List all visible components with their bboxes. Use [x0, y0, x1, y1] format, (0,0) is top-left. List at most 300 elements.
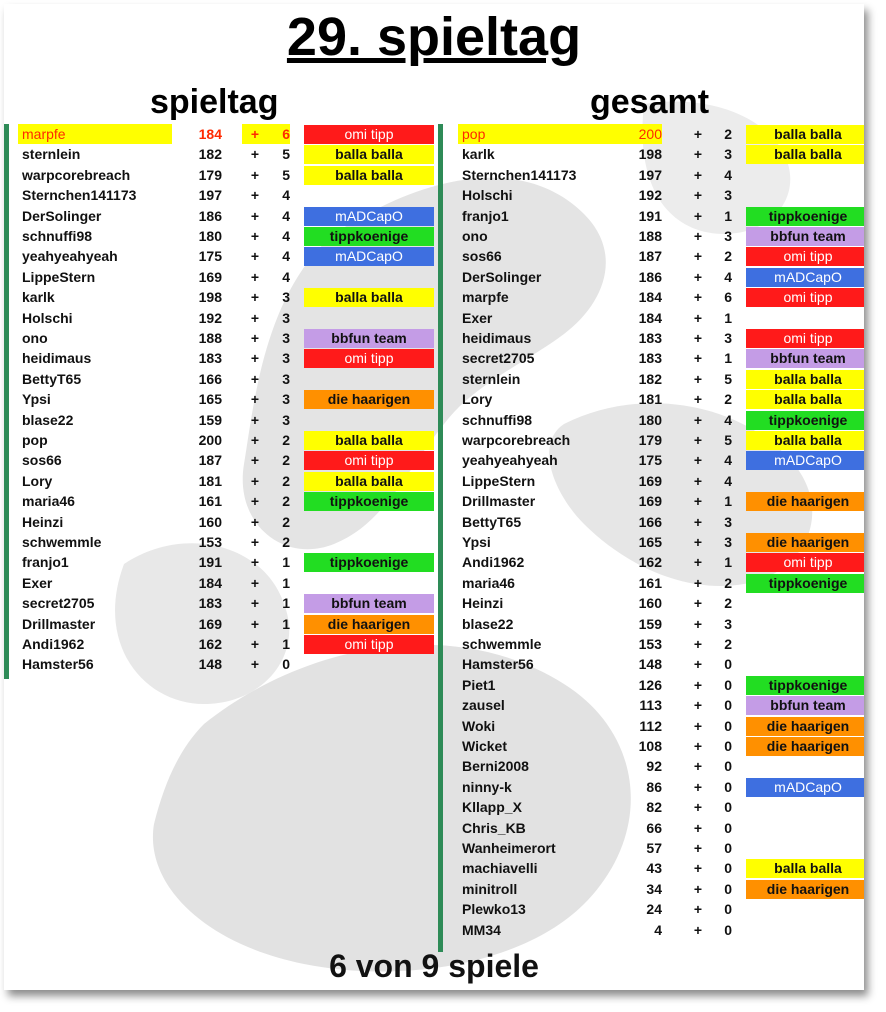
- plus-sign: +: [693, 432, 703, 448]
- team-badge: mADCapO: [746, 778, 864, 797]
- matchday-points: 3: [724, 615, 732, 632]
- player-points: 197: [638, 166, 662, 183]
- player-name: yeahyeahyeah: [462, 452, 558, 469]
- team-badge: omi tipp: [304, 125, 434, 144]
- matchday-points: 1: [282, 595, 290, 612]
- matchday-points: 0: [724, 880, 732, 897]
- player-name: pop: [22, 432, 48, 448]
- plus-sign: +: [693, 330, 703, 346]
- gesamt-row: [444, 614, 864, 634]
- spieltag-row: [4, 471, 434, 491]
- player-name: ninny-k: [462, 778, 512, 795]
- team-badge: balla balla: [746, 145, 864, 164]
- plus-sign: +: [250, 268, 260, 285]
- player-points: 182: [638, 370, 662, 387]
- matchday-points: 3: [724, 513, 732, 530]
- gesamt-row: [444, 532, 864, 552]
- plus-sign: +: [250, 554, 260, 571]
- matchday-points: 0: [724, 738, 732, 754]
- player-points: 183: [198, 350, 222, 367]
- plus-sign: +: [693, 146, 703, 163]
- spieltag-row: [4, 532, 434, 552]
- player-points: 4: [654, 921, 662, 938]
- gesamt-row: [444, 410, 864, 430]
- matchday-points: 2: [282, 534, 290, 550]
- team-badge: omi tipp: [746, 329, 864, 348]
- plus-sign: +: [693, 554, 703, 571]
- plus-sign: +: [693, 921, 703, 938]
- player-points: 180: [638, 411, 662, 428]
- player-points: 162: [198, 636, 222, 652]
- player-points: 200: [612, 124, 662, 144]
- gesamt-row: [444, 552, 864, 572]
- plus-sign: +: [693, 676, 703, 693]
- player-points: 148: [198, 656, 222, 673]
- player-name: maria46: [22, 493, 75, 510]
- team-badge: die haarigen: [746, 533, 864, 552]
- gesamt-row: [444, 144, 864, 164]
- plus-sign: +: [693, 187, 703, 204]
- gesamt-row: [444, 818, 864, 838]
- spieltag-row: [4, 573, 434, 593]
- team-badge: balla balla: [746, 125, 864, 144]
- team-badge: bbfun team: [304, 594, 434, 613]
- gesamt-row: [444, 165, 864, 185]
- plus-sign: +: [693, 901, 703, 918]
- player-name: karlk: [22, 289, 55, 306]
- player-name: minitroll: [462, 880, 518, 897]
- player-name: Hamster56: [462, 656, 534, 673]
- gesamt-row: [444, 654, 864, 674]
- player-points: 82: [646, 799, 662, 816]
- plus-sign: +: [693, 248, 703, 265]
- plus-sign: +: [693, 717, 703, 734]
- plus-sign: +: [250, 330, 260, 346]
- heading-spieltag: spieltag: [150, 83, 279, 121]
- gesamt-row: [444, 491, 864, 511]
- plus-sign: +: [693, 493, 703, 510]
- matchday-points: 4: [282, 248, 290, 265]
- player-name: Exer: [22, 574, 53, 591]
- matchday-points: 4: [724, 411, 732, 428]
- player-name: schwemmle: [462, 636, 542, 652]
- player-points: 161: [198, 493, 222, 510]
- player-name: blase22: [462, 615, 514, 632]
- player-points: 66: [646, 819, 662, 836]
- player-points: 153: [198, 534, 222, 550]
- player-name: BettyT65: [22, 370, 82, 387]
- plus-sign: +: [693, 636, 703, 652]
- player-points: 169: [638, 493, 662, 510]
- matchday-points: 3: [724, 187, 732, 204]
- team-badge: mADCapO: [304, 207, 434, 226]
- player-points: 192: [198, 309, 222, 326]
- player-name: Drillmaster: [462, 493, 536, 510]
- player-name: Kllapp_X: [462, 799, 522, 816]
- plus-sign: +: [250, 289, 260, 306]
- gesamt-row: [444, 777, 864, 797]
- spieltag-row: [4, 308, 434, 328]
- player-points: 187: [198, 452, 222, 469]
- gesamt-row: [444, 573, 864, 593]
- player-points: 161: [638, 574, 662, 591]
- player-name: DerSolinger: [22, 207, 102, 224]
- spieltag-row: [4, 450, 434, 470]
- player-name: marpfe: [18, 124, 172, 144]
- player-name: pop: [458, 124, 612, 144]
- team-badge: balla balla: [304, 145, 434, 164]
- spieltag-row: [4, 593, 434, 613]
- spieltag-row: [4, 226, 434, 246]
- player-points: 160: [638, 595, 662, 612]
- plus-sign: +: [693, 778, 703, 795]
- player-points: 165: [198, 391, 222, 408]
- player-points: 184: [638, 309, 662, 326]
- spieltag-row: [4, 614, 434, 634]
- team-badge: bbfun team: [304, 329, 434, 348]
- plus-sign: +: [250, 656, 260, 673]
- plus-sign: +: [250, 391, 260, 408]
- team-badge: balla balla: [746, 431, 864, 450]
- matchday-points: 3: [282, 289, 290, 306]
- player-name: sternlein: [22, 146, 81, 163]
- player-points: 191: [198, 554, 222, 571]
- player-points: 182: [198, 146, 222, 163]
- player-points: 160: [198, 513, 222, 530]
- matchday-points: 2: [282, 472, 290, 489]
- plus-sign: +: [693, 513, 703, 530]
- player-points: 86: [646, 778, 662, 795]
- matchday-points: 0: [724, 840, 732, 856]
- plus-sign: +: [250, 309, 260, 326]
- gesamt-row: [444, 226, 864, 246]
- plus-sign: +: [250, 146, 260, 163]
- plus-sign: +: [250, 452, 260, 469]
- middle-accent-bar: [438, 124, 443, 952]
- player-name: Woki: [462, 717, 496, 734]
- player-points: 186: [638, 268, 662, 285]
- plus-sign: +: [693, 819, 703, 836]
- matchday-points: 4: [724, 166, 732, 183]
- player-name: Heinzi: [22, 513, 64, 530]
- plus-sign: +: [693, 758, 703, 775]
- plus-sign: +: [693, 207, 703, 224]
- matchday-points: 3: [724, 146, 732, 163]
- matchday-points: 1: [724, 207, 732, 224]
- player-points: 192: [638, 187, 662, 204]
- player-name: Hamster56: [22, 656, 94, 673]
- plus-sign: +: [250, 574, 260, 591]
- plus-sign: +: [250, 493, 260, 510]
- player-points: 175: [638, 452, 662, 469]
- matchday-points: 0: [282, 656, 290, 673]
- gesamt-row: [444, 756, 864, 776]
- player-points: 183: [638, 350, 662, 367]
- matchday-points: 3: [282, 350, 290, 367]
- plus-sign: +: [693, 126, 703, 142]
- player-name: marpfe: [462, 289, 509, 306]
- player-name: Lory: [22, 472, 53, 489]
- gesamt-row: [444, 716, 864, 736]
- player-points: 113: [639, 697, 662, 714]
- player-points: 187: [638, 248, 662, 265]
- plus-sign: +: [242, 124, 268, 144]
- plus-sign: +: [693, 738, 703, 754]
- matchday-points: 1: [724, 309, 732, 326]
- team-badge: balla balla: [746, 370, 864, 389]
- heading-gesamt: gesamt: [590, 83, 710, 121]
- gesamt-row: [444, 695, 864, 715]
- gesamt-row: [444, 348, 864, 368]
- matchday-points: 1: [724, 350, 732, 367]
- player-points: 179: [198, 166, 222, 183]
- player-name: yeahyeahyeah: [22, 248, 118, 265]
- team-badge: balla balla: [304, 288, 434, 307]
- plus-sign: +: [250, 187, 260, 204]
- player-name: secret2705: [462, 350, 535, 367]
- matchday-points: 5: [724, 432, 732, 448]
- matchday-points: 6: [266, 124, 290, 144]
- plus-sign: +: [250, 513, 260, 530]
- player-points: 126: [638, 676, 662, 693]
- team-badge: die haarigen: [746, 492, 864, 511]
- team-badge: tippkoenige: [746, 411, 864, 430]
- gesamt-row: [444, 246, 864, 266]
- player-name: Plewko13: [462, 901, 526, 918]
- gesamt-row: [444, 634, 864, 654]
- player-name: Andi1962: [462, 554, 525, 571]
- plus-sign: +: [250, 350, 260, 367]
- team-badge: balla balla: [746, 859, 864, 878]
- player-points: 181: [198, 472, 222, 489]
- player-points: 43: [646, 860, 662, 877]
- matchday-points: 4: [282, 207, 290, 224]
- matchday-points: 2: [282, 493, 290, 510]
- player-name: schnuffi98: [22, 228, 93, 244]
- matchday-points: 3: [282, 309, 290, 326]
- spieltag-row: [4, 124, 434, 144]
- gesamt-row: [444, 920, 864, 940]
- matchday-points: 0: [724, 799, 732, 816]
- player-name: Exer: [462, 309, 493, 326]
- plus-sign: +: [693, 391, 703, 408]
- plus-sign: +: [693, 289, 703, 306]
- player-points: 159: [638, 615, 662, 632]
- plus-sign: +: [693, 860, 703, 877]
- player-points: 112: [639, 717, 662, 734]
- player-points: 153: [638, 636, 662, 652]
- team-badge: tippkoenige: [746, 207, 864, 226]
- player-name: Drillmaster: [22, 615, 96, 632]
- plus-sign: +: [693, 370, 703, 387]
- plus-sign: +: [693, 799, 703, 816]
- player-points: 191: [638, 207, 662, 224]
- plus-sign: +: [693, 534, 703, 550]
- gesamt-row: [444, 450, 864, 470]
- player-points: 184: [198, 574, 222, 591]
- player-points: 183: [198, 595, 222, 612]
- matchday-points: 5: [282, 146, 290, 163]
- player-name: karlk: [462, 146, 495, 163]
- matchday-points: 0: [724, 901, 732, 918]
- team-badge: die haarigen: [746, 737, 864, 756]
- player-name: warpcorebreach: [462, 432, 571, 448]
- matchday-points: 2: [282, 513, 290, 530]
- player-points: 57: [646, 840, 662, 856]
- matchday-points: 3: [724, 330, 732, 346]
- team-badge: die haarigen: [746, 880, 864, 899]
- gesamt-row: [444, 899, 864, 919]
- plus-sign: +: [693, 615, 703, 632]
- spieltag-row: [4, 491, 434, 511]
- player-points: 24: [646, 901, 662, 918]
- matchday-points: 0: [724, 717, 732, 734]
- player-name: DerSolinger: [462, 268, 542, 285]
- plus-sign: +: [250, 207, 260, 224]
- matchday-points: 2: [282, 452, 290, 469]
- matchday-points: 2: [282, 432, 290, 448]
- player-name: heidimaus: [22, 350, 92, 367]
- team-badge: die haarigen: [304, 390, 434, 409]
- plus-sign: +: [693, 166, 703, 183]
- player-points: 175: [198, 248, 222, 265]
- team-badge: bbfun team: [746, 696, 864, 715]
- matchday-points: 1: [282, 615, 290, 632]
- spieltag-row: [4, 410, 434, 430]
- matchday-points: 6: [724, 289, 732, 306]
- team-badge: balla balla: [304, 166, 434, 185]
- matchday-points: 2: [724, 595, 732, 612]
- gesamt-row: [444, 858, 864, 878]
- matchday-points: 0: [724, 758, 732, 775]
- matchday-points: 0: [724, 921, 732, 938]
- spieltag-row: [4, 552, 434, 572]
- player-points: 180: [198, 228, 222, 244]
- player-name: Wanheimerort: [462, 840, 556, 856]
- player-name: Chris_KB: [462, 819, 526, 836]
- player-name: Sternchen141173: [462, 166, 577, 183]
- player-name: schnuffi98: [462, 411, 533, 428]
- plus-sign: +: [693, 228, 703, 244]
- team-badge: bbfun team: [746, 227, 864, 246]
- matchday-points: 1: [724, 554, 732, 571]
- spieltag-row: [4, 369, 434, 389]
- player-points: 148: [638, 656, 662, 673]
- player-points: 165: [638, 534, 662, 550]
- player-name: maria46: [462, 574, 515, 591]
- matchday-points: 5: [282, 166, 290, 183]
- player-name: Ypsi: [22, 391, 51, 408]
- spieltag-row: [4, 206, 434, 226]
- player-name: Holschi: [462, 187, 513, 204]
- player-name: Heinzi: [462, 595, 504, 612]
- matchday-points: 0: [724, 819, 732, 836]
- player-name: BettyT65: [462, 513, 522, 530]
- player-name: Lory: [462, 391, 493, 408]
- gesamt-row: [444, 430, 864, 450]
- plus-sign: +: [250, 370, 260, 387]
- player-points: 200: [198, 432, 222, 448]
- player-points: 159: [198, 411, 222, 428]
- matchday-points: 1: [282, 574, 290, 591]
- matchday-points: 4: [282, 228, 290, 244]
- gesamt-row: [444, 797, 864, 817]
- matchday-points: 4: [282, 187, 290, 204]
- team-badge: omi tipp: [746, 247, 864, 266]
- spieltag-row: [4, 287, 434, 307]
- spieltag-row: [4, 654, 434, 674]
- spieltag-row: [4, 430, 434, 450]
- matchday-points: 2: [724, 126, 732, 142]
- player-points: 184: [198, 126, 222, 142]
- player-name: zausel: [462, 697, 505, 714]
- gesamt-row: [444, 471, 864, 491]
- player-points: 162: [638, 554, 662, 571]
- spieltag-row: [4, 185, 434, 205]
- team-badge: omi tipp: [746, 288, 864, 307]
- player-name: blase22: [22, 411, 74, 428]
- player-name: ono: [462, 228, 488, 244]
- spieltag-row: [4, 165, 434, 185]
- matchday-points: 4: [282, 268, 290, 285]
- player-name: Piet1: [462, 676, 496, 693]
- plus-sign: +: [250, 432, 260, 448]
- player-name: machiavelli: [462, 860, 538, 877]
- matchday-points: 5: [724, 370, 732, 387]
- player-name: LippeStern: [462, 472, 536, 489]
- matchday-points: 3: [282, 370, 290, 387]
- gesamt-row: [444, 328, 864, 348]
- plus-sign: +: [693, 656, 703, 673]
- plus-sign: +: [693, 472, 703, 489]
- team-badge: balla balla: [746, 390, 864, 409]
- spieltag-row: [4, 512, 434, 532]
- player-points: 188: [638, 228, 662, 244]
- player-points: 169: [198, 615, 222, 632]
- spieltag-row: [4, 328, 434, 348]
- page-title: 29. spieltag: [286, 7, 582, 67]
- plus-sign: +: [693, 574, 703, 591]
- team-badge: tippkoenige: [304, 227, 434, 246]
- matchday-points: 4: [724, 472, 732, 489]
- player-name: LippeStern: [22, 268, 96, 285]
- team-badge: tippkoenige: [746, 574, 864, 593]
- gesamt-row: [444, 736, 864, 756]
- player-points: 198: [198, 289, 222, 306]
- team-badge: balla balla: [304, 472, 434, 491]
- player-name: warpcorebreach: [22, 166, 131, 183]
- gesamt-row: [444, 369, 864, 389]
- spieltag-row: [4, 634, 434, 654]
- matchday-points: 3: [282, 330, 290, 346]
- gesamt-row: [444, 675, 864, 695]
- team-badge: omi tipp: [746, 553, 864, 572]
- player-name: Holschi: [22, 309, 73, 326]
- player-points: 179: [638, 432, 662, 448]
- player-points: 184: [638, 289, 662, 306]
- player-name: MM34: [462, 921, 501, 938]
- team-badge: tippkoenige: [746, 676, 864, 695]
- matchday-points: 0: [724, 697, 732, 714]
- player-points: 166: [198, 370, 222, 387]
- matchday-points: 0: [724, 778, 732, 795]
- plus-sign: +: [250, 595, 260, 612]
- player-name: secret2705: [22, 595, 95, 612]
- player-name: heidimaus: [462, 330, 532, 346]
- player-points: 108: [638, 738, 662, 754]
- plus-sign: +: [693, 411, 703, 428]
- team-badge: die haarigen: [304, 615, 434, 634]
